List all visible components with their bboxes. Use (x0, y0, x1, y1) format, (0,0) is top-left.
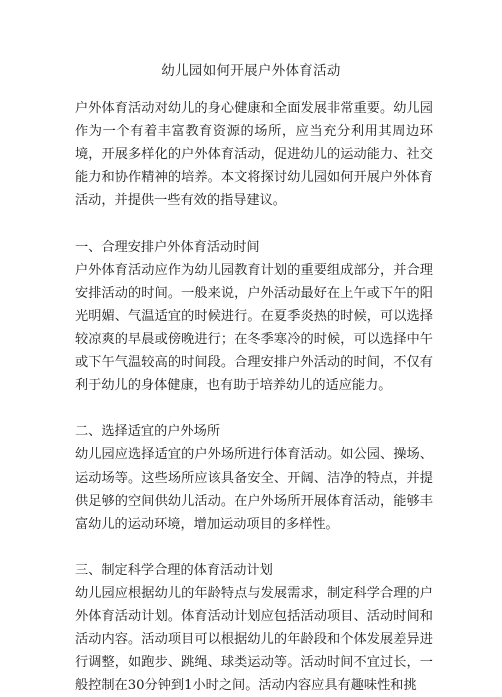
paragraph-spacer (75, 397, 433, 420)
section-body-2: 幼儿园应选择适宜的户外场所进行体育活动。如公园、操场、运动场等。这些场所应该具备安全、开阔、洁净的特点，并提供足够的空间供幼儿活动。在户外场所开展体育活动，能够丰富幼儿的运动环境，增加运动项目的多样性。 (75, 447, 433, 532)
paragraph-spacer (75, 536, 433, 559)
section-heading-3: 三、制定科学合理的体育活动计划 (75, 562, 273, 578)
document-title: 幼儿园如何开展户外体育活动 (161, 63, 341, 79)
paragraph-spacer (75, 212, 433, 235)
section-body-3: 幼儿园应根据幼儿的年龄特点与发展需求，制定科学合理的户外体育活动计划。体育活动计划应包括活动项目、活动时间和活动内容。活动项目可以根据幼儿的年龄段和个体发展差异进行调整，如跑步、跳绳、球类运动等。活动时间不宜过长，一般控制在30分钟到1小时之间。活动内容应具有趣味性和挑 (75, 585, 433, 694)
section-heading-2: 二、选择适宜的户外场所 (75, 424, 221, 440)
section-heading-1: 一、合理安排户外体育活动时间 (75, 239, 260, 255)
document-body (75, 97, 433, 697)
intro-paragraph: 户外体育活动对幼儿的身心健康和全面发展非常重要。幼儿园作为一个有着丰富教育资源的场所，应当充分利用其周边环境，开展多样化的户外体育活动，促进幼儿的运动能力、社交能力和协作精神的培养。本文将探讨幼儿园如何开展户外体育活动，并提供一些有效的指导建议。 (75, 101, 433, 209)
section-body-1: 户外体育活动应作为幼儿园教育计划的重要组成部分，并合理安排活动的时间。一般来说，户外活动最好在上午或下午的阳光明媚、气温适宜的时候进行。在夏季炎热的时候，可以选择较凉爽的早晨或傍晚进行；在冬季寒冷的时候，可以选择中午或下午气温较高的时间段。合理安排户外活动的时间，不仅有利于幼儿的身体健康，也有助于培养幼儿的适应能力。 (75, 262, 433, 394)
